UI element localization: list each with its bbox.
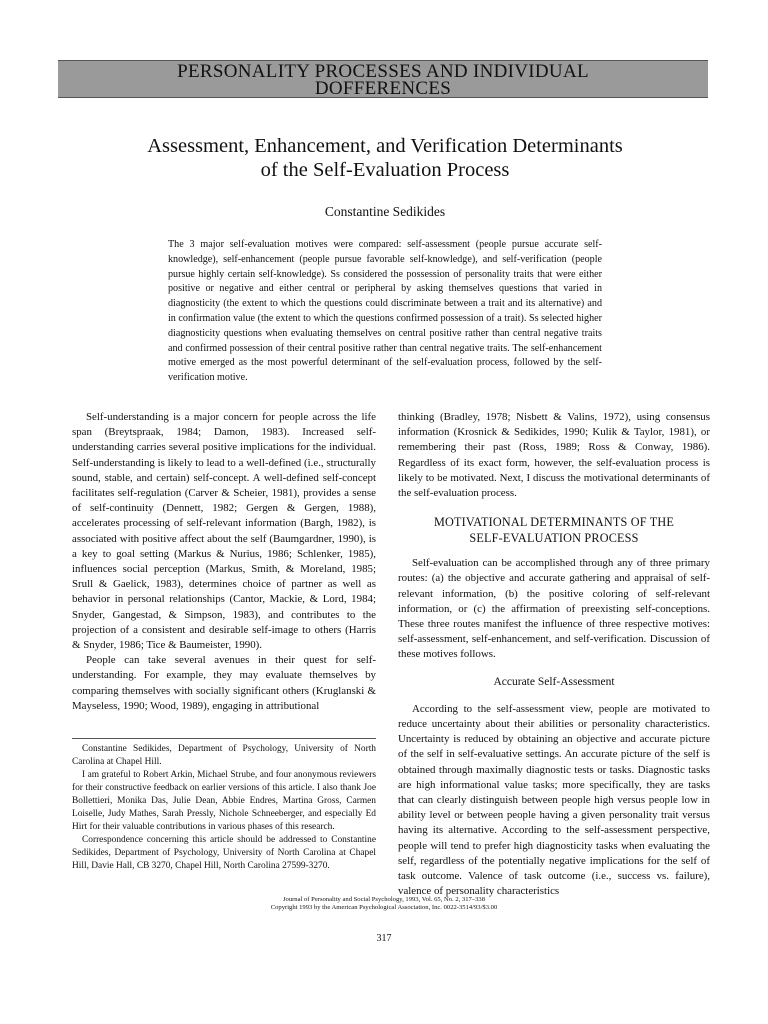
left-column	[72, 410, 376, 714]
body-paragraph: thinking (Bradley, 1978; Nisbett & Valins, 1972), using consensus information (Krosnick & Sedikides, 1990; Kulik & Taylor, 1981), or remembering their past (Ross, 1989; Ross & Conway, 1986). Regardless of its exact form, however, the self-evaluation process is likely to be motivated. Next, I discuss the motivational determinants of the self-evaluation process.	[398, 411, 710, 500]
title-line-2: of the Self-Evaluation Process	[260, 159, 510, 181]
footnote-affiliation: Constantine Sedikides, Department of Psychology, University of North Carolina at Chapel Hill.	[72, 744, 376, 767]
journal-line-1: Journal of Personality and Social Psychology, 1993, Vol. 65, No. 2, 317–338	[282, 896, 486, 903]
author-name: Constantine Sedikides	[324, 204, 446, 219]
footnotes	[72, 738, 376, 873]
article-title	[60, 134, 710, 182]
body-paragraph: People can take several avenues in their quest for self-understanding. For example, they may evaluate themselves by comparing themselves with socially significant others (Kruglanski & Mayseless, 1990; Wood, 1989), engaging in attributional	[72, 654, 376, 712]
banner-line-1: PERSONALITY PROCESSES AND INDIVIDUAL	[177, 61, 589, 82]
section-heading-line-2: SELF-EVALUATION PROCESS	[469, 531, 639, 546]
section-heading-line-1: MOTIVATIONAL DETERMINANTS OF THE	[433, 515, 675, 530]
body-paragraph: Self-evaluation can be accomplished through any of three primary routes: (a) the objective and accurate gathering and appraisal of self-relevant information, (b) the positive coloring of self-relevant information, or (c) the affirmation of preexisting self-conceptions. These three routes manifest the influence of three respective motives: self-assessment, self-enhancement, and self-verification. Discussion of these motives follows.	[398, 557, 710, 661]
journal-citation	[160, 896, 608, 912]
journal-line-2: Copyright 1993 by the American Psychological Association, Inc. 0022-3514/93/$3.00	[270, 904, 498, 911]
body-paragraph: Self-understanding is a major concern for people across the life span (Breytspraak, 1984; Damon, 1983). Increased self-understanding carries several positive implications for the individual. Self-understanding is likely to lead to a well-defined (i.e., structurally sound, stable, and certain) self-concept. A well-defined self-concept facilitates self-regulation (Carver & Scheier, 1981), provides a sense of self-continuity (Dennett, 1982; Gergen & Gergen, 1988), accelerates processing of self-relevant information (Bargh, 1982), is associated with positive affect about the self (Baumgardner, 1990), is a key to goal setting (Markus & Nurius, 1986; Schlenker, 1985), influences social perception (Markus, Smith, & Moreland, 1985; Srull & Gaelick, 1983), determines choice of partner as well as behavior in personal relationships (Cantor, Mackie, & Lord, 1984; Snyder, Gangestad, & Simpson, 1983), and contributes to the projection of a consistent and desirable self-image to others (Harris & Snyder, 1986; Tice & Baumeister, 1990).	[72, 411, 376, 652]
title-line-1: Assessment, Enhancement, and Verification Determinants	[147, 135, 623, 157]
abstract: The 3 major self-evaluation motives were compared: self-assessment (people pursue accurate self-knowledge), self-enhancement (people pursue favorable self-knowledge), and self-verification (people pursue highly certain self-knowledge). Ss considered the possession of personality traits that were either positive or negative and either central or peripheral by asking themselves questions that varied in diagnosticity (the extent to which the questions could discriminate between a trait and its alternative) and in confirmation value (the extent to which the questions confirmed possession of a trait). Ss selected higher diagnosticity questions when evaluating themselves on central positive rather than central negative traits and confirmed possession of their central positive rather than central negative traits. The self-enhancement motive emerged as the most powerful determinant of the self-evaluation process, followed by the self-verification motive.	[168, 239, 602, 384]
section-heading	[398, 514, 710, 546]
right-column	[398, 410, 710, 899]
banner-line-2: DOFFERENCES	[314, 78, 452, 99]
subsection-heading: Accurate Self-Assessment	[493, 675, 615, 688]
footnote-acknowledgments: I am grateful to Robert Arkin, Michael Strube, and four anonymous reviewers for their constructive feedback on earlier versions of this article. I also thank Joe Bollettieri, Monika Das, Julie Dean, Abbie Endres, Martina Gross, Carmen Loiselle, Judy Mathes, Sarah Pressly, Nichole Schneeberger, and especially Ed Hirt for their valuable contributions in various phases of this research.	[72, 770, 376, 832]
footnote-correspondence: Correspondence concerning this article should be addressed to Constantine Sedikides, Department of Psychology, University of North Carolina at Chapel Hill, Davie Hall, CB 3270, Chapel Hill, North Carolina 27599-3270.	[72, 835, 376, 871]
section-banner	[58, 60, 708, 98]
body-paragraph: According to the self-assessment view, people are motivated to reduce uncertainty about their abilities or personality characteristics. Uncertainty is reduced by obtaining an objective and accurate picture of the self in self-evaluative settings. An accurate picture of the self is obtained through maximally diagnostic tests or tasks. Diagnostic tasks are high informational value tasks; more specifically, they are tasks that can clearly distinguish between people high versus people low in ability level or between people having a given personality trait versus having its alternative. According to the self-assessment perspective, people will tend to prefer high diagnosticity tasks when evaluating the self, regardless of the potentially negative implications for the self of task outcome. Valence of task outcome (i.e., success vs. failure), valence of personality characteristics	[398, 702, 710, 898]
page-number: 317	[376, 933, 392, 944]
